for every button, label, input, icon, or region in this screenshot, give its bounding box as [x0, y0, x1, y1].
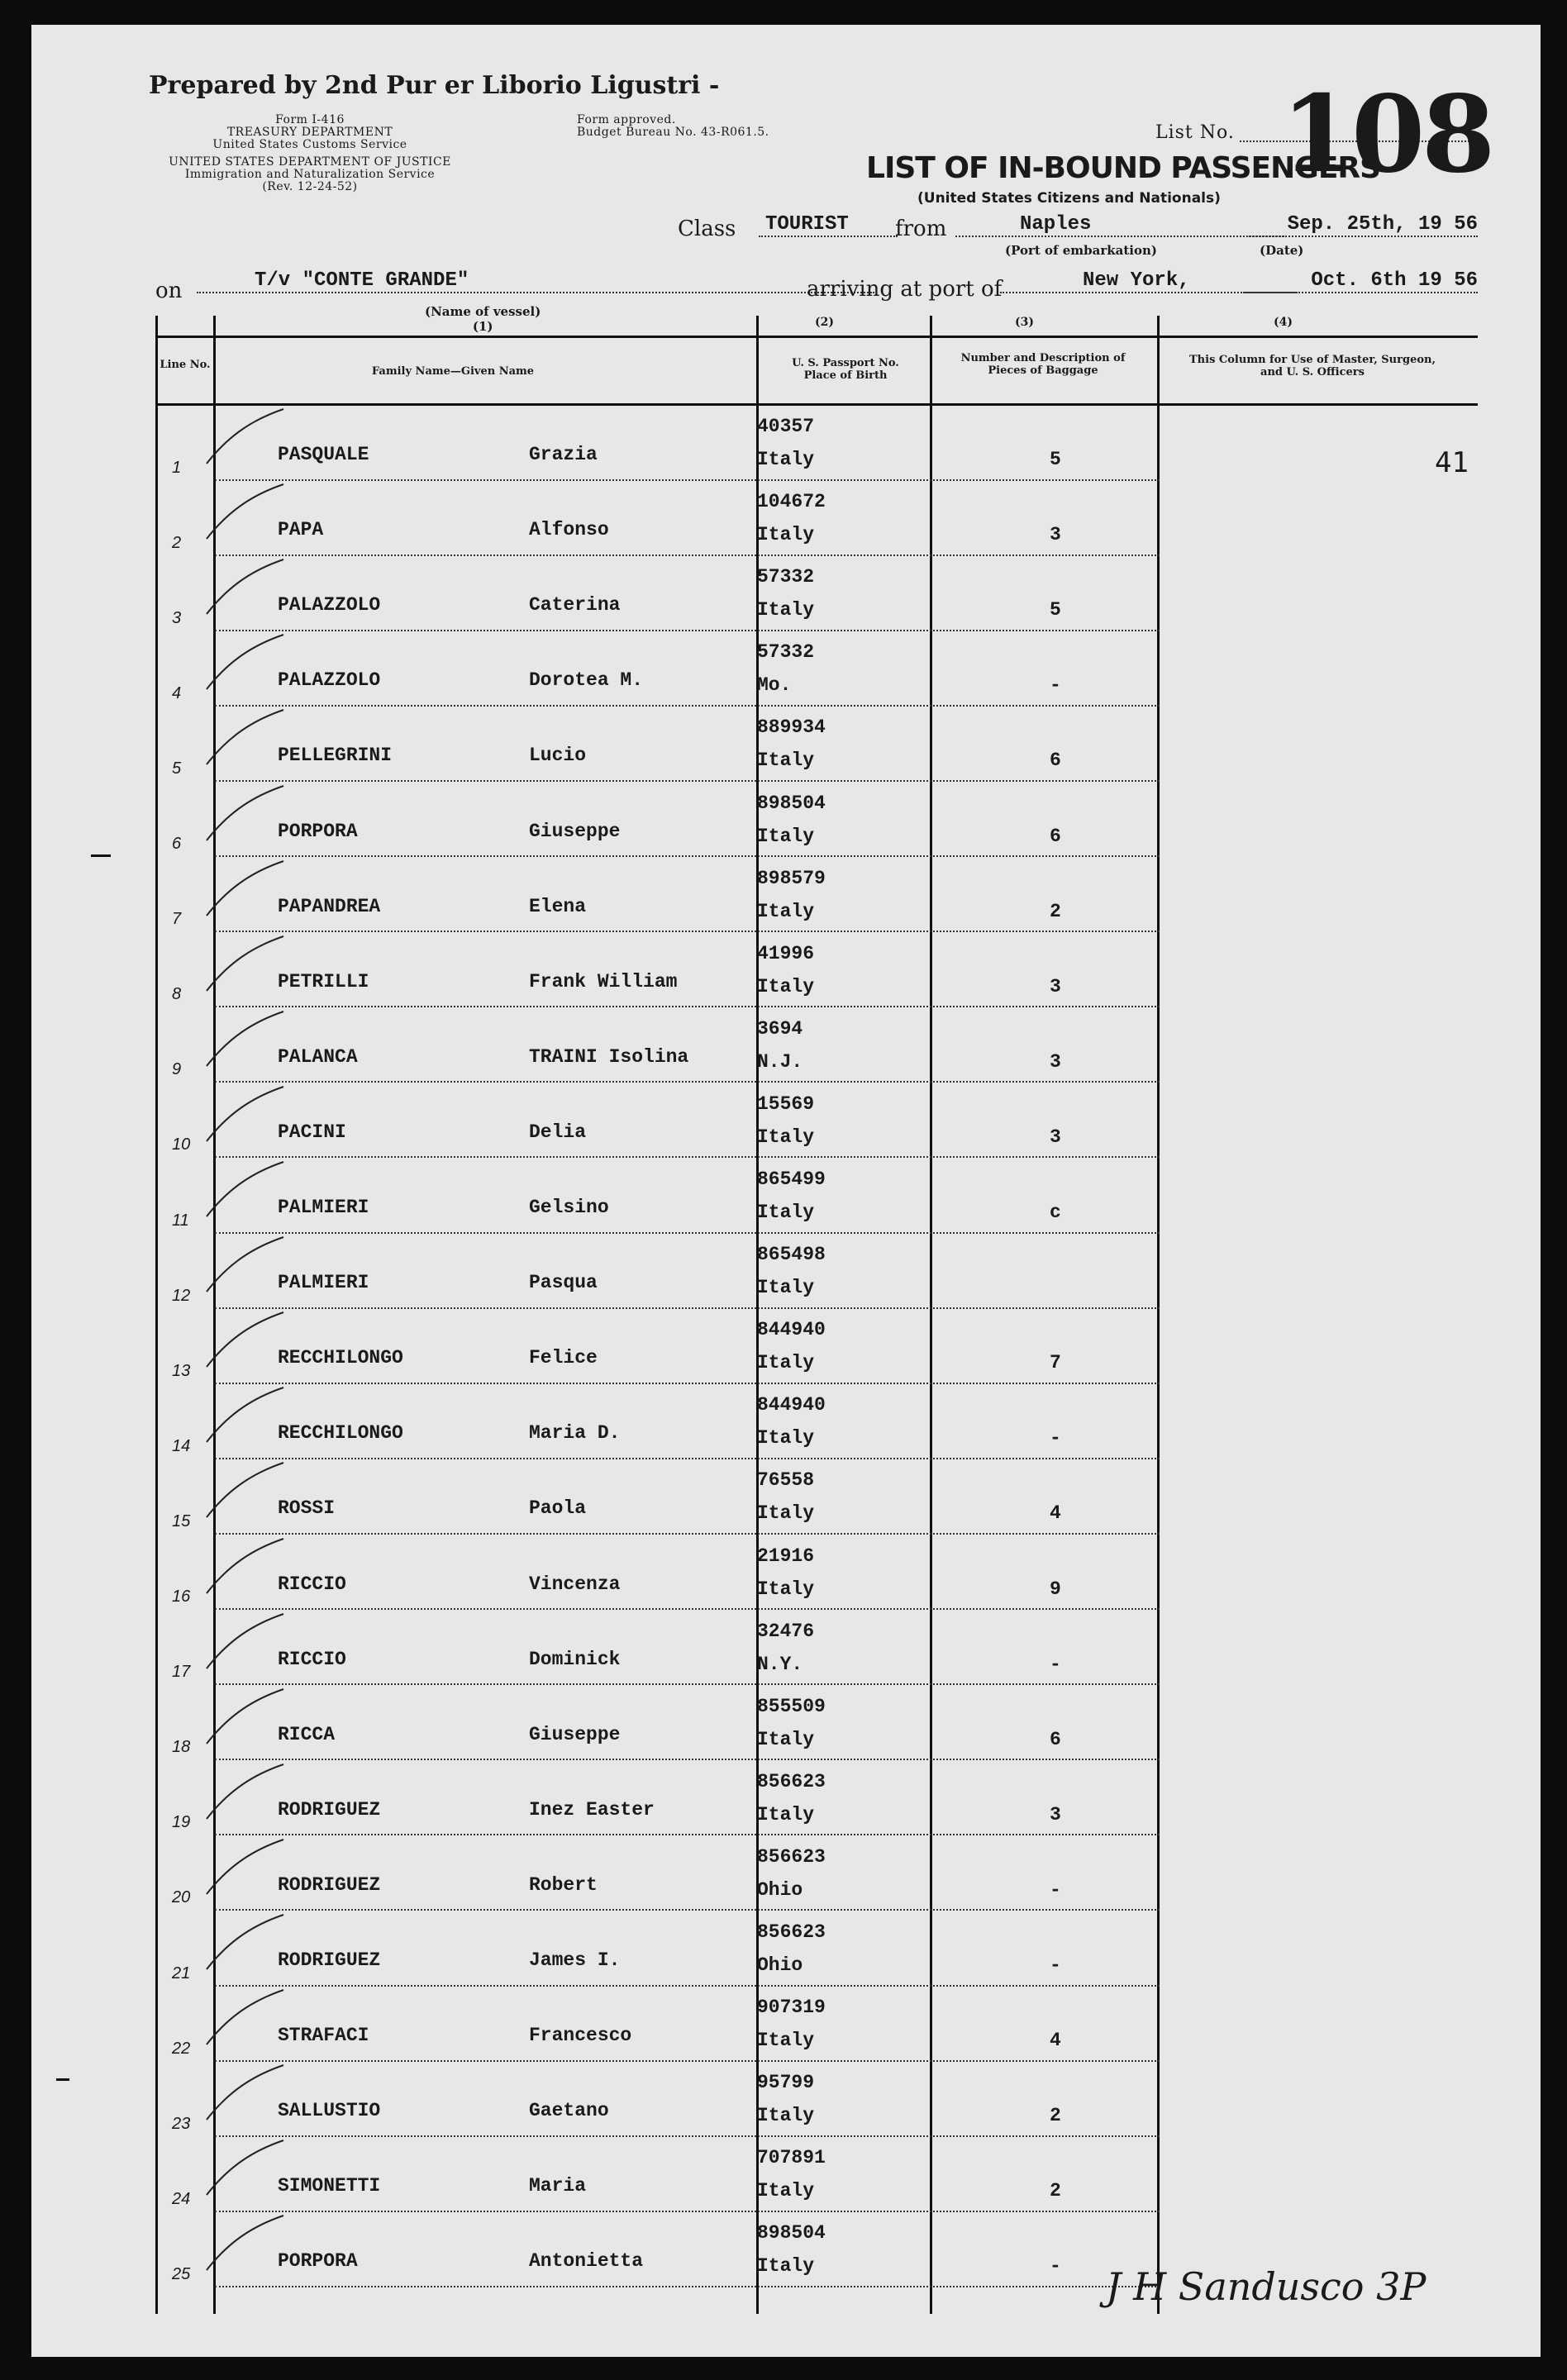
list-number: 108 [1281, 73, 1493, 197]
table-row [155, 1234, 1478, 1309]
place-of-birth: Italy [757, 2030, 815, 2052]
place-of-birth: Italy [757, 2105, 815, 2127]
passport-number: 856623 [757, 1770, 826, 1792]
line-number: 6 [172, 835, 182, 854]
baggage-count: 9 [1050, 1578, 1061, 1600]
baggage-count: - [1050, 1653, 1061, 1675]
table-row [155, 1459, 1478, 1535]
check-mark-icon [197, 401, 288, 475]
passenger-table [155, 316, 1478, 2314]
family-name: PALMIERI [278, 1272, 369, 1294]
passport-number: 856623 [757, 1845, 826, 1868]
check-mark-icon [197, 626, 288, 701]
baggage-count: - [1050, 1878, 1061, 1901]
family-name: SIMONETTI [278, 2175, 381, 2197]
table-row [155, 783, 1478, 858]
given-name: Antonietta [529, 2250, 644, 2273]
passport-number: 15569 [757, 1092, 815, 1115]
line-number: 23 [172, 2114, 191, 2133]
place-of-birth: Italy [757, 1728, 815, 1750]
passport-number: 76558 [757, 1469, 815, 1492]
manifest-page [31, 25, 1541, 2357]
check-mark-icon [197, 853, 288, 927]
check-mark-icon [197, 2057, 288, 2131]
class-value: TOURIST [759, 213, 898, 237]
place-of-birth: Italy [757, 1352, 815, 1374]
table-row [155, 1384, 1478, 1459]
baggage-count: 6 [1050, 750, 1061, 772]
check-mark-icon [197, 2132, 288, 2206]
table-row [155, 1686, 1478, 1761]
officer-signature: J H Sandusco 3P [1106, 2264, 1426, 2309]
family-name: PACINI [278, 1121, 346, 1143]
passport-number: 855509 [757, 1695, 826, 1717]
check-mark-icon [197, 1906, 288, 1981]
line-number: 14 [172, 1436, 191, 1455]
family-name: RODRIGUEZ [278, 1949, 381, 1971]
line-number: 1 [172, 458, 182, 477]
passport-number: 898579 [757, 867, 826, 889]
family-name: SALLUSTIO [278, 2100, 381, 2122]
given-name: Giuseppe [529, 820, 621, 842]
check-mark-icon [197, 1154, 288, 1228]
line-number: 25 [172, 2264, 191, 2283]
check-mark-icon [197, 551, 288, 626]
arrival-port: New York, [1000, 269, 1298, 293]
col-number-4: (4) [1274, 316, 1293, 329]
table-row [155, 858, 1478, 933]
check-mark-icon [197, 476, 288, 550]
table-row [155, 2062, 1478, 2137]
check-mark-icon [197, 1003, 288, 1078]
given-name: Frank William [529, 970, 678, 992]
check-mark-icon [197, 1982, 288, 2056]
given-name: Giuseppe [529, 1723, 621, 1745]
line-number: 12 [172, 1286, 191, 1305]
baggage-count: - [1050, 1427, 1061, 1449]
departure-date: Sep. 25th, 19 56 [1246, 213, 1478, 237]
baggage-count: 3 [1050, 1803, 1061, 1825]
check-mark-icon [197, 702, 288, 776]
passport-number: 707891 [757, 2147, 826, 2169]
baggage-count: 4 [1050, 1502, 1061, 1525]
given-name: Paola [529, 1497, 587, 1520]
line-number: 9 [172, 1060, 182, 1079]
table-row [155, 1159, 1478, 1234]
check-mark-icon [197, 2207, 288, 2282]
header-name: Family Name—Given Name [371, 365, 535, 378]
prepared-by-line: Prepared by 2nd Pur er Liborio Ligustri - [149, 71, 720, 100]
line-number: 8 [172, 985, 182, 1004]
place-of-birth: Ohio [757, 1954, 803, 1976]
family-name: PASQUALE [278, 444, 369, 465]
passport-number: 856623 [757, 1921, 826, 1943]
given-name: Lucio [529, 745, 587, 767]
given-name: Felice [529, 1347, 598, 1369]
line-number: 10 [172, 1135, 191, 1154]
col-number-2: (2) [815, 316, 834, 329]
family-name: PALANCA [278, 1045, 358, 1068]
passport-number: 865499 [757, 1169, 826, 1190]
table-row [155, 1987, 1478, 2062]
baggage-count: 7 [1050, 1352, 1061, 1374]
baggage-count: 5 [1050, 599, 1061, 621]
baggage-count: 2 [1050, 900, 1061, 922]
baggage-count: 3 [1050, 975, 1061, 997]
table-row [155, 1083, 1478, 1159]
page-title: LIST OF IN-BOUND PASSENGERS [866, 151, 1381, 185]
margin-mark [91, 854, 111, 857]
given-name: Alfonso [529, 519, 609, 541]
date-caption: (Date) [1260, 243, 1304, 258]
table-row [155, 631, 1478, 707]
baggage-count: - [1050, 1954, 1061, 1976]
approval-block [577, 114, 769, 139]
col-number-3: (3) [1015, 316, 1034, 329]
passport-number: 3694 [757, 1017, 803, 1040]
family-name: PALAZZOLO [278, 594, 381, 616]
baggage-count: 6 [1050, 825, 1061, 847]
arrival-date: Oct. 6th 19 56 [1243, 269, 1478, 293]
place-of-birth: Italy [757, 1427, 815, 1449]
line-number: 5 [172, 759, 182, 778]
table-top-rule [155, 336, 1478, 338]
class-label: Class [678, 217, 736, 241]
family-name: ROSSI [278, 1497, 336, 1520]
line-number: 2 [172, 533, 182, 552]
family-name: PETRILLI [278, 970, 369, 992]
baggage-count: 2 [1050, 2180, 1061, 2202]
given-name: TRAINI Isolina [529, 1045, 689, 1068]
family-name: PORPORA [278, 820, 358, 842]
check-mark-icon [197, 1379, 288, 1454]
line-number: 21 [172, 1963, 191, 1983]
given-name: Gaetano [529, 2100, 609, 2122]
line-number: 13 [172, 1361, 191, 1380]
check-mark-icon [197, 1078, 288, 1153]
embarkation-caption: (Port of embarkation) [1005, 243, 1157, 258]
check-mark-icon [197, 1530, 288, 1605]
given-name: Francesco [529, 2025, 632, 2047]
given-name: Gelsino [529, 1197, 609, 1218]
table-row [155, 556, 1478, 631]
table-row [155, 707, 1478, 782]
line-number: 11 [172, 1211, 189, 1230]
place-of-birth: N.Y. [757, 1653, 803, 1675]
given-name: James I. [529, 1949, 621, 1971]
family-name: RODRIGUEZ [278, 1798, 381, 1821]
line-number: 20 [172, 1888, 191, 1907]
header-baggage: Number and Description of Pieces of Baggage [960, 352, 1126, 377]
given-name: Vincenza [529, 1573, 621, 1595]
ins-line: Immigration and Naturalization Service [184, 168, 436, 181]
passport-number: 21916 [757, 1545, 815, 1567]
justice-line: UNITED STATES DEPARTMENT OF JUSTICE [169, 155, 451, 169]
page-stamp: 41 [1435, 446, 1469, 479]
passport-number: 898504 [757, 2222, 826, 2244]
passport-number: 865498 [757, 1244, 826, 1266]
header-line-no: Line No. [160, 359, 211, 371]
line-number: 7 [172, 910, 182, 929]
place-of-birth: Italy [757, 1578, 815, 1600]
passport-number: 844940 [757, 1319, 826, 1341]
place-of-birth: Italy [757, 1277, 815, 1299]
given-name: Inez Easter [529, 1798, 655, 1821]
table-row [155, 1535, 1478, 1611]
passport-number: 104672 [757, 491, 826, 513]
family-name: PALAZZOLO [278, 669, 381, 692]
table-row [155, 933, 1478, 1008]
place-of-birth: Italy [757, 975, 815, 997]
given-name: Maria D. [529, 1422, 621, 1445]
customs-line: United States Customs Service [212, 138, 407, 151]
passport-number: 57332 [757, 641, 815, 664]
family-name: PELLEGRINI [278, 745, 393, 767]
check-mark-icon [197, 1831, 288, 1906]
table-row [155, 1309, 1478, 1384]
list-no-label: List No. [1155, 122, 1235, 143]
place-of-birth: Italy [757, 825, 815, 847]
form-agency-block [157, 114, 463, 193]
baggage-count: - [1050, 674, 1061, 697]
place-of-birth: Italy [757, 1502, 815, 1525]
baggage-count: 2 [1050, 2105, 1061, 2127]
passport-number: 907319 [757, 1997, 826, 2019]
family-name: RECCHILONGO [278, 1347, 403, 1369]
check-mark-icon [197, 1229, 288, 1303]
place-of-birth: Ohio [757, 1878, 803, 1901]
given-name: Delia [529, 1121, 587, 1143]
place-of-birth: Italy [757, 2180, 815, 2202]
embarkation-port: Naples [955, 213, 1284, 237]
family-name: PAPANDREA [278, 895, 381, 917]
line-number: 17 [172, 1663, 191, 1682]
family-name: STRAFACI [278, 2025, 369, 2047]
baggage-count: 4 [1050, 2030, 1061, 2052]
check-mark-icon [197, 1606, 288, 1680]
check-mark-icon [197, 1304, 288, 1378]
family-name: RICCIO [278, 1573, 346, 1595]
form-number: Form I-416 [275, 113, 345, 126]
table-row [155, 481, 1478, 556]
family-name: RECCHILONGO [278, 1422, 403, 1445]
family-name: PALMIERI [278, 1197, 369, 1218]
place-of-birth: Italy [757, 449, 815, 470]
family-name: RICCIO [278, 1648, 346, 1670]
given-name: Grazia [529, 444, 598, 465]
table-row [155, 2137, 1478, 2212]
baggage-count: 5 [1050, 449, 1061, 470]
passport-number: 898504 [757, 792, 826, 814]
row-rule [215, 2286, 1160, 2287]
passport-number: 32476 [757, 1620, 815, 1642]
table-row [155, 1911, 1478, 1987]
baggage-count: 6 [1050, 1728, 1061, 1750]
vessel-caption-text: (Name of vessel) [425, 304, 541, 319]
table-row [155, 1611, 1478, 1686]
line-number: 18 [172, 1738, 191, 1757]
given-name: Caterina [529, 594, 621, 616]
family-name: RICCA [278, 1723, 336, 1745]
revision-line: (Rev. 12-24-52) [262, 180, 358, 193]
baggage-count: c [1050, 1202, 1061, 1223]
header-officers: This Column for Use of Master, Surgeon, and U. S. Officers [1189, 354, 1436, 378]
given-name: Dominick [529, 1648, 621, 1670]
passport-number: 844940 [757, 1394, 826, 1416]
family-name: PORPORA [278, 2250, 358, 2273]
on-label: on [155, 278, 183, 303]
header-passport: U. S. Passport No. Place of Birth [792, 357, 899, 382]
treasury-line: TREASURY DEPARTMENT [226, 126, 393, 139]
line-number: 19 [172, 1813, 191, 1832]
place-of-birth: Italy [757, 900, 815, 922]
passport-number: 40357 [757, 416, 815, 437]
baggage-count: 3 [1050, 524, 1061, 546]
line-number: 4 [172, 683, 182, 702]
given-name: Dorotea M. [529, 669, 644, 692]
place-of-birth: Italy [757, 1126, 815, 1148]
passport-number: 57332 [757, 566, 815, 588]
check-mark-icon [197, 1454, 288, 1529]
line-number: 3 [172, 608, 182, 627]
line-number: 16 [172, 1587, 191, 1606]
vessel-name: T/v "CONTE GRANDE" [197, 269, 874, 293]
place-of-birth: Mo. [757, 674, 792, 697]
budget-bureau: Budget Bureau No. 43-R061.5. [577, 126, 769, 139]
check-mark-icon [197, 1756, 288, 1830]
place-of-birth: Italy [757, 1202, 815, 1223]
passport-number: 95799 [757, 2072, 815, 2094]
given-name: Pasqua [529, 1272, 598, 1294]
table-row [155, 1836, 1478, 1911]
place-of-birth: Italy [757, 750, 815, 772]
given-name: Maria [529, 2175, 587, 2197]
line-number: 24 [172, 2189, 191, 2208]
margin-mark [56, 2078, 69, 2081]
check-mark-icon [197, 778, 288, 852]
place-of-birth: Italy [757, 599, 815, 621]
baggage-count: - [1050, 2255, 1061, 2278]
check-mark-icon [197, 928, 288, 1002]
table-row [155, 406, 1478, 481]
arriving-label: arriving at port of [807, 277, 1003, 302]
line-number: 22 [172, 2039, 191, 2058]
baggage-count: 3 [1050, 1050, 1061, 1073]
given-name: Elena [529, 895, 587, 917]
family-name: RODRIGUEZ [278, 1873, 381, 1896]
baggage-count: 3 [1050, 1126, 1061, 1148]
page-subtitle: (United States Citizens and Nationals) [917, 190, 1221, 207]
col-number-1: (1) [472, 319, 493, 334]
table-row [155, 1761, 1478, 1836]
place-of-birth: Italy [757, 524, 815, 546]
place-of-birth: Italy [757, 1803, 815, 1825]
place-of-birth: Italy [757, 2255, 815, 2278]
passport-number: 41996 [757, 942, 815, 964]
from-label: from [895, 217, 947, 241]
line-number: 15 [172, 1511, 191, 1530]
check-mark-icon [197, 1681, 288, 1755]
place-of-birth: N.J. [757, 1050, 803, 1073]
family-name: PAPA [278, 519, 324, 541]
passport-number: 889934 [757, 716, 826, 739]
form-approved: Form approved. [577, 113, 676, 126]
table-row [155, 1008, 1478, 1083]
given-name: Robert [529, 1873, 598, 1896]
